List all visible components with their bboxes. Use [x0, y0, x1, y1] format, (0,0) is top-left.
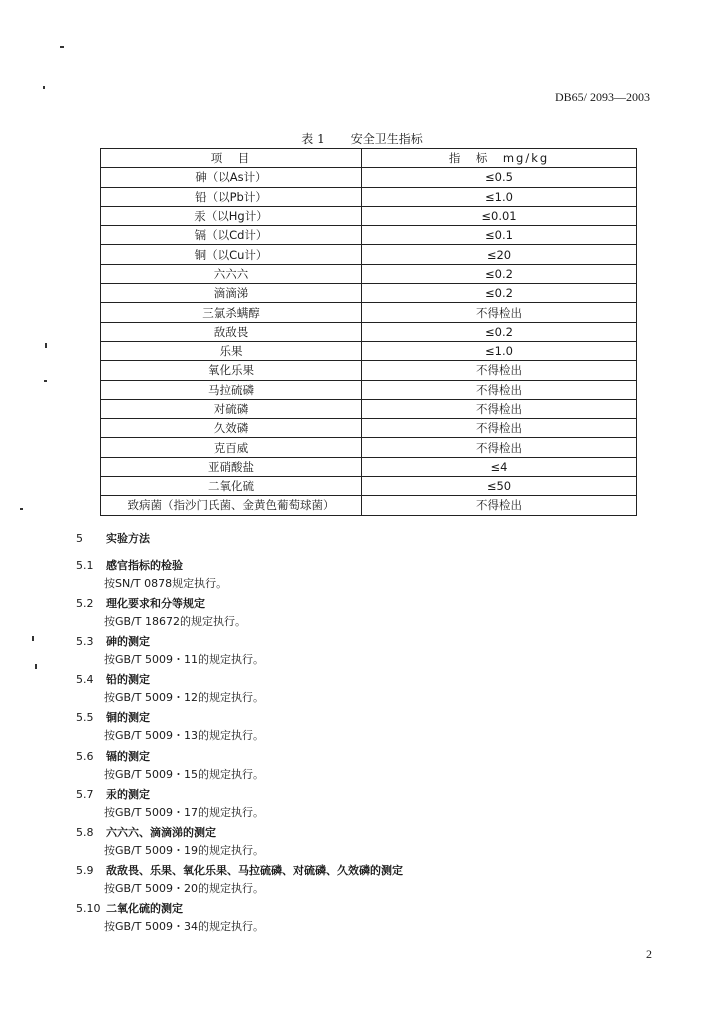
table-cell-value: 不得检出 — [362, 419, 637, 438]
table-row — [101, 399, 637, 418]
table-row — [101, 496, 637, 515]
table-row — [101, 245, 637, 264]
subsection-number: 5.4 — [76, 673, 94, 687]
subsection-heading — [76, 633, 150, 649]
table-cell-value: 不得检出 — [362, 361, 637, 380]
subsection-title: 理化要求和分等规定 — [106, 597, 205, 611]
table-cell-item: 敌敌畏 — [101, 322, 362, 341]
table-cell-item: 马拉硫磷 — [101, 380, 362, 399]
subsection-heading — [76, 748, 150, 764]
subsection-heading — [76, 671, 150, 687]
safety-hygiene-table — [100, 148, 637, 516]
scan-speck — [45, 343, 47, 348]
scan-speck — [44, 380, 47, 382]
subsection-title: 六六六、滴滴涕的测定 — [106, 825, 216, 839]
table-row — [101, 206, 637, 225]
subsection-number: 5.3 — [76, 635, 94, 649]
subsection-heading — [76, 595, 205, 611]
subsection-title: 镉的测定 — [106, 749, 150, 763]
table-row — [101, 284, 637, 303]
subsection-title: 感官指标的检验 — [106, 559, 183, 572]
subsection-text: 按GB/T 5009・20的规定执行。 — [104, 881, 264, 895]
table-row — [101, 187, 637, 206]
subsection-text: 按GB/T 5009・17的规定执行。 — [104, 805, 264, 819]
table-cell-value: 不得检出 — [362, 303, 637, 322]
subsection-heading — [76, 900, 183, 916]
table-cell-item: 克百威 — [101, 438, 362, 457]
document-code: DB65/ 2093—2003 — [554, 90, 650, 104]
table-cell-value: ≤50 — [362, 477, 637, 496]
subsection-heading — [76, 557, 183, 573]
table-cell-item: 久效磷 — [101, 419, 362, 438]
table-cell-value: ≤0.2 — [362, 264, 637, 283]
subsection-number: 5.9 — [76, 863, 94, 877]
table-row — [101, 264, 637, 283]
table-cell-value: ≤0.5 — [362, 168, 637, 187]
table-cell-item: 滴滴涕 — [101, 284, 362, 303]
table-cell-item: 六六六 — [101, 264, 362, 283]
section-number: 5 — [76, 532, 83, 545]
subsection-heading — [76, 786, 150, 802]
column-header-index: 指 标 mg/kg — [362, 149, 637, 168]
table-cell-item: 氧化乐果 — [101, 361, 362, 380]
table-cell-item: 铜（以Cu计） — [101, 245, 362, 264]
table-row — [101, 303, 637, 322]
subsection-number: 5.1 — [76, 559, 94, 572]
subsection-heading — [76, 862, 403, 878]
subsection-number: 5.2 — [76, 597, 94, 611]
table-row — [101, 380, 637, 399]
table-cell-value: ≤0.1 — [362, 226, 637, 245]
table-number: 表 1 — [301, 132, 325, 146]
table-cell-value: ≤0.2 — [362, 284, 637, 303]
scan-speck — [32, 636, 34, 641]
subsection-heading — [76, 824, 216, 840]
subsection-title: 二氧化硫的测定 — [106, 901, 183, 915]
scan-speck — [43, 86, 45, 89]
subsection-title: 砷的测定 — [106, 635, 150, 649]
table-cell-item: 三氯杀螨醇 — [101, 303, 362, 322]
subsection-text: 按GB/T 5009・13的规定执行。 — [104, 729, 264, 743]
subsection-text: 按GB/T 5009・12的规定执行。 — [104, 691, 264, 705]
scan-speck — [20, 508, 23, 510]
table-row — [101, 438, 637, 457]
table-cell-value: ≤4 — [362, 457, 637, 476]
table-cell-value: 不得检出 — [362, 380, 637, 399]
table-row — [101, 341, 637, 360]
subsection-title: 敌敌畏、乐果、氧化乐果、马拉硫磷、对硫磷、久效磷的测定 — [106, 863, 403, 877]
table-cell-item: 砷（以As计） — [101, 168, 362, 187]
table-cell-value: 不得检出 — [362, 399, 637, 418]
table-cell-item: 乐果 — [101, 341, 362, 360]
subsection-number: 5.7 — [76, 787, 94, 801]
table-cell-item: 亚硝酸盐 — [101, 457, 362, 476]
subsection-number: 5.8 — [76, 825, 94, 839]
scan-speck — [60, 46, 64, 48]
subsection-title: 铜的测定 — [106, 711, 150, 725]
table-cell-item: 二氧化硫 — [101, 477, 362, 496]
table-body — [101, 168, 637, 515]
subsection-number: 5.10 — [76, 901, 101, 915]
subsection-text: 按GB/T 5009・19的规定执行。 — [104, 843, 264, 857]
table-cell-item: 汞（以Hg计） — [101, 206, 362, 225]
page-number: 2 — [646, 947, 652, 961]
subsection-title: 汞的测定 — [106, 787, 150, 801]
scan-speck — [35, 664, 37, 669]
table-cell-item: 铅（以Pb计） — [101, 187, 362, 206]
subsection-number: 5.6 — [76, 749, 94, 763]
table-title — [0, 130, 724, 147]
table-cell-value: ≤0.01 — [362, 206, 637, 225]
table-cell-value: 不得检出 — [362, 438, 637, 457]
table-cell-value: ≤20 — [362, 245, 637, 264]
subsection-number: 5.5 — [76, 711, 94, 725]
subsection-text: 按GB/T 5009・11的规定执行。 — [104, 653, 264, 667]
table-caption: 安全卫生指标 — [350, 132, 423, 146]
section-heading — [76, 530, 150, 546]
subsection-title: 铅的测定 — [106, 673, 150, 687]
table-row — [101, 457, 637, 476]
table-header-row — [101, 149, 637, 168]
table-cell-item: 致病菌（指沙门氏菌、金黄色葡萄球菌） — [101, 496, 362, 515]
subsection-text: 按GB/T 5009・15的规定执行。 — [104, 767, 264, 781]
subsection-text: 按SN/T 0878规定执行。 — [104, 577, 228, 590]
table-cell-value: 不得检出 — [362, 496, 637, 515]
table-cell-value: ≤1.0 — [362, 341, 637, 360]
section-title: 实验方法 — [106, 532, 150, 545]
subsection-text: 按GB/T 5009・34的规定执行。 — [104, 919, 264, 933]
table-row — [101, 226, 637, 245]
table-cell-item: 对硫磷 — [101, 399, 362, 418]
table-cell-value: ≤0.2 — [362, 322, 637, 341]
table-cell-item: 镉（以Cd计） — [101, 226, 362, 245]
subsection-heading — [76, 709, 150, 725]
table-row — [101, 419, 637, 438]
table-row — [101, 168, 637, 187]
table-row — [101, 322, 637, 341]
table-cell-value: ≤1.0 — [362, 187, 637, 206]
subsection-text: 按GB/T 18672的规定执行。 — [104, 615, 246, 629]
table-row — [101, 477, 637, 496]
column-header-item: 项 目 — [101, 149, 362, 168]
table-row — [101, 361, 637, 380]
